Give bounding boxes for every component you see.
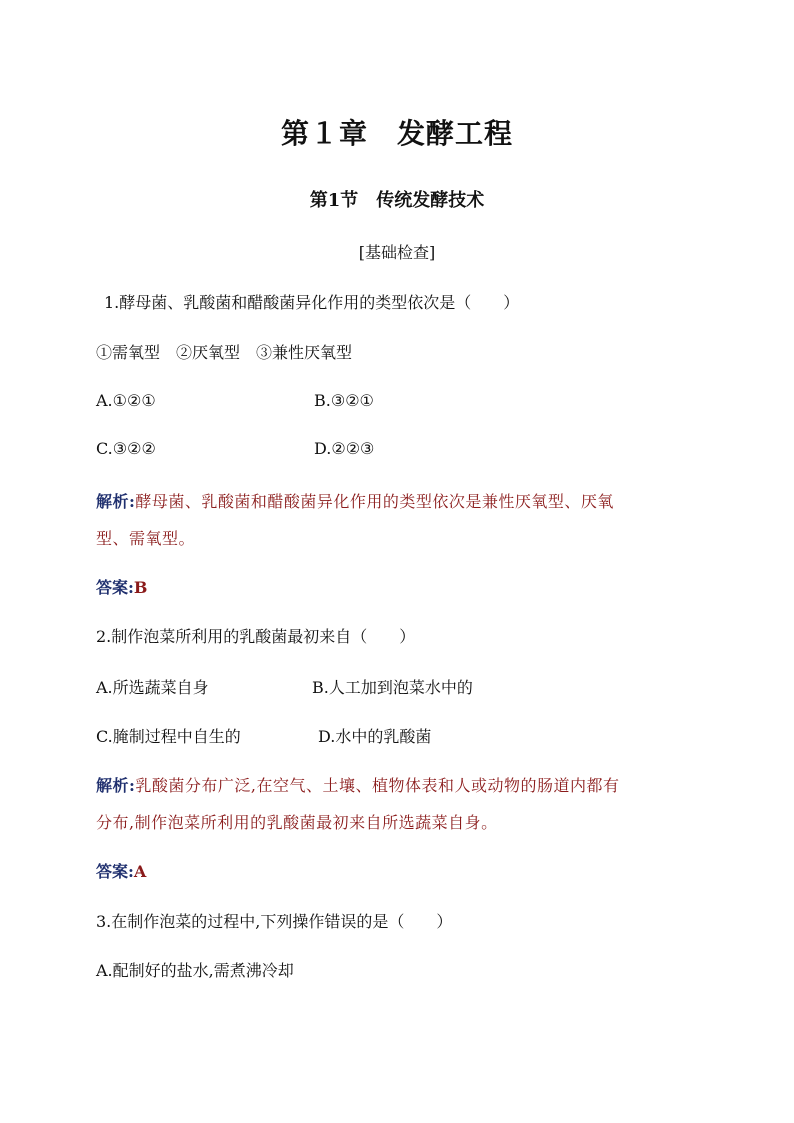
q1-answer-value: B: [133, 578, 148, 597]
q2-answer: [96, 859, 146, 882]
q1-explanation-line2: 型、需氧型。: [96, 529, 196, 548]
q1-option-a: A.①②①: [96, 391, 156, 410]
section-title: 第1节 传统发酵技术: [309, 190, 485, 211]
q2-stem: 2.制作泡菜所利用的乳酸菌最初来自（ ）: [96, 627, 416, 646]
q1-answer: [96, 575, 147, 598]
q1-explanation-label: 解析:: [96, 492, 136, 511]
q1-option-c: C.③②②: [96, 439, 156, 458]
q2-option-d: D.水中的乳酸菌: [318, 727, 432, 746]
q2-explanation-label: 解析:: [96, 776, 136, 795]
q1-explanation-line1: [96, 489, 614, 512]
q2-option-b: B.人工加到泡菜水中的: [312, 678, 473, 697]
q1-items: ①需氧型 ②厌氧型 ③兼性厌氧型: [96, 343, 353, 362]
q2-explanation-line1: [96, 773, 620, 796]
q1-answer-label: 答案:: [96, 578, 134, 597]
q2-explanation-text1: 乳酸菌分布广泛,在空气、土壤、植物体表和人或动物的肠道内都有: [135, 776, 620, 795]
subheading: [基础检查]: [358, 243, 436, 262]
q2-option-c: C.腌制过程中自生的: [96, 727, 241, 746]
chapter-title: 第１章 发酵工程: [280, 117, 513, 150]
q1-stem: 1.酵母菌、乳酸菌和醋酸菌异化作用的类型依次是（ ）: [104, 293, 520, 312]
q2-explanation-line2: 分布,制作泡菜所利用的乳酸菌最初来自所选蔬菜自身。: [96, 813, 498, 832]
q2-answer-label: 答案:: [96, 862, 134, 881]
q1-option-b: B.③②①: [314, 391, 374, 410]
q2-answer-value: A: [133, 862, 147, 881]
q3-option-a: A.配制好的盐水,需煮沸冷却: [96, 961, 294, 980]
q2-option-a: A.所选蔬菜自身: [96, 678, 209, 697]
q1-explanation-text1: 酵母菌、乳酸菌和醋酸菌异化作用的类型依次是兼性厌氧型、厌氧: [135, 492, 614, 511]
q1-option-d: D.②②③: [314, 439, 375, 458]
q3-stem: 3.在制作泡菜的过程中,下列操作错误的是（ ）: [96, 912, 453, 931]
